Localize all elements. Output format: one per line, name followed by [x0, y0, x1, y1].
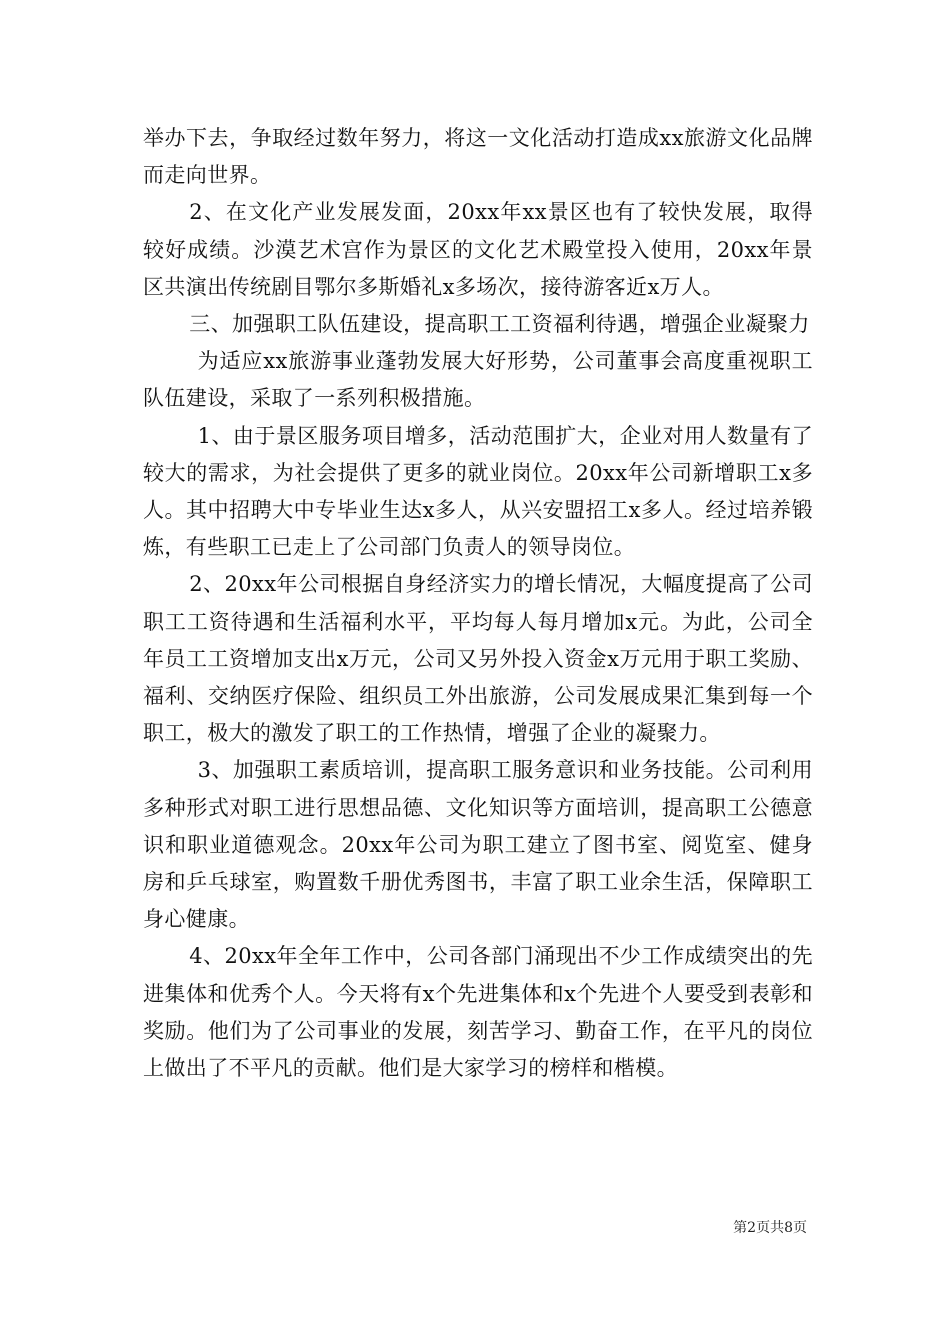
paragraph-staff-intro: 为适应xx旅游事业蓬勃发展大好形势，公司董事会高度重视职工队伍建设，采取了一系列积极措施。: [143, 349, 813, 411]
document-body: [143, 120, 813, 1087]
section-heading-staff: 三、加强职工队伍建设，提高职工工资福利待遇，增强企业凝聚力: [189, 312, 810, 337]
page-number-footer: 第2页共8页: [733, 1220, 807, 1236]
paragraph-staff-item-4: 4、20xx年全年工作中，公司各部门涌现出不少工作成绩突出的先进集体和优秀个人。今天将有x个先进集体和x个先进个人要受到表彰和奖励。他们为了公司事业的发展，刻苦学习、勤奋工作，在平凡的岗位上做出了不平凡的贡献。他们是大家学习的榜样和楷模。: [143, 944, 813, 1081]
paragraph-staff-item-1: 1、由于景区服务项目增多，活动范围扩大，企业对用人数量有了较大的需求，为社会提供了更多的就业岗位。20xx年公司新增职工x多人。其中招聘大中专毕业生达x多人，从兴安盟招工x多人。经过培养锻炼，有些职工已走上了公司部门负责人的领导岗位。: [143, 423, 813, 560]
paragraph-culture-industry: 2、在文化产业发展发面，20xx年xx景区也有了较快发展，取得较好成绩。沙漠艺术宫作为景区的文化艺术殿堂投入使用，20xx年景区共演出传统剧目鄂尔多斯婚礼x多场次，接待游客近x万人。: [143, 200, 813, 299]
paragraph-continuation: 举办下去，争取经过数年努力，将这一文化活动打造成xx旅游文化品牌而走向世界。: [143, 126, 813, 188]
paragraph-staff-item-3: 3、加强职工素质培训，提高职工服务意识和业务技能。公司利用多种形式对职工进行思想品德、文化知识等方面培训，提高职工公德意识和职业道德观念。20xx年公司为职工建立了图书室、阅览室、健身房和乒乓球室，购置数千册优秀图书，丰富了职工业余生活，保障职工身心健康。: [143, 758, 813, 932]
paragraph-staff-item-2: 2、20xx年公司根据自身经济实力的增长情况，大幅度提高了公司职工工资待遇和生活福利水平，平均每人每月增加x元。为此，公司全年员工工资增加支出x万元，公司又另外投入资金x万元用于职工奖励、福利、交纳医疗保险、组织员工外出旅游，公司发展成果汇集到每一个职工，极大的激发了职工的工作热情，增强了企业的凝聚力。: [143, 572, 813, 746]
